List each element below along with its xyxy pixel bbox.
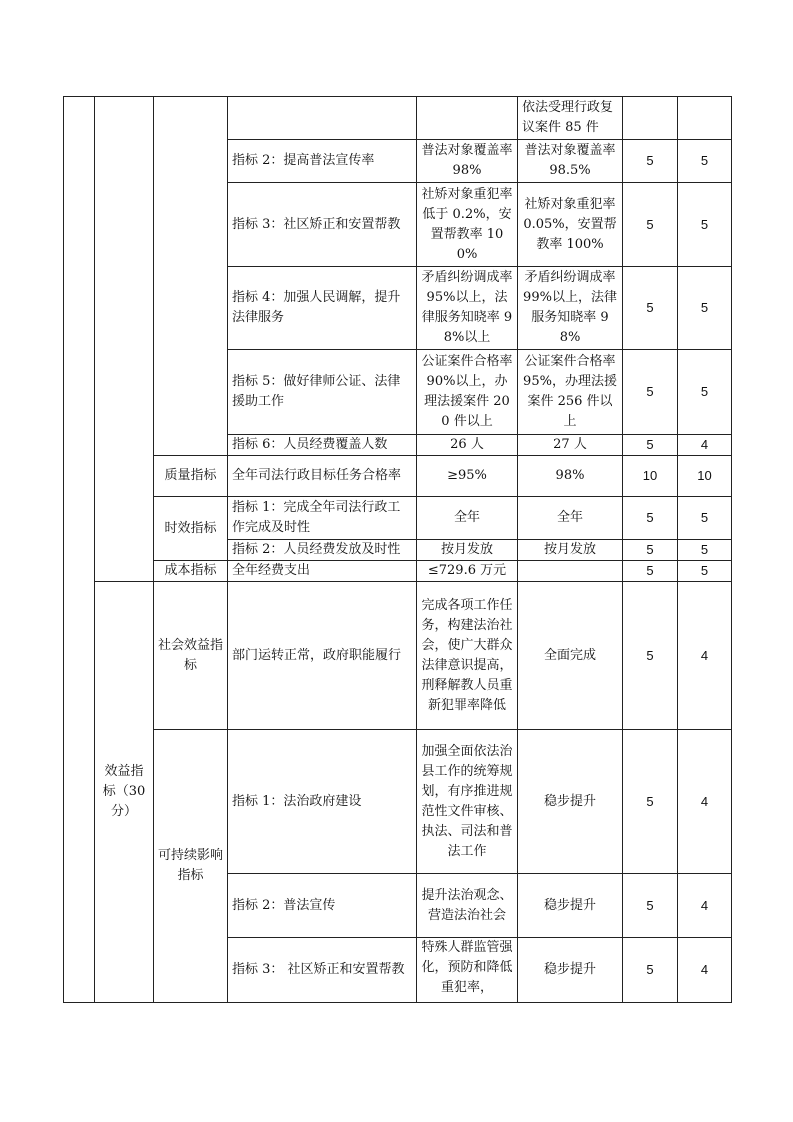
score-cell: 5: [678, 540, 732, 561]
weight-cell: 5: [623, 730, 678, 874]
indicator-cell: 指标 2：人员经费发放及时性: [228, 540, 417, 561]
table-row: [64, 497, 732, 540]
indicator-cell: 全年经费支出: [228, 561, 417, 582]
actual-cell: 按月发放: [518, 540, 623, 561]
actual-cell: 依法受理行政复议案件 85 件: [518, 97, 623, 140]
social-benefit-label: 社会效益指标: [154, 582, 228, 730]
sustainable-impact-label: 可持续影响指标: [154, 730, 228, 1003]
score-cell: 10: [678, 456, 732, 497]
weight-cell: 5: [623, 561, 678, 582]
indicator-cell: 指标 2：提高普法宣传率: [228, 140, 417, 183]
indicator-cell: 指标 4：加强人民调解，提升法律服务: [228, 267, 417, 350]
target-cell: 按月发放: [417, 540, 518, 561]
level3-category-cell: [154, 97, 228, 456]
target-cell: 加强全面依法治县工作的统筹规划，有序推进规范性文件审核、执法、司法和普法工作: [417, 730, 518, 874]
indicator-cell: 指标 5：做好律师公证、法律援助工作: [228, 350, 417, 435]
target-cell: ≥95%: [417, 456, 518, 497]
score-cell: 5: [678, 561, 732, 582]
actual-cell: 全年: [518, 497, 623, 540]
actual-cell: 27 人: [518, 435, 623, 456]
target-cell: 社矫对象重犯率低于 0.2%，安置帮教率 100%: [417, 183, 518, 267]
target-cell: 特殊人群监管强化，预防和降低重犯率，: [417, 938, 518, 1003]
target-cell: 完成各项工作任务，构建法治社会，使广大群众法律意识提高，刑释解教人员重新犯罪率降低: [417, 582, 518, 730]
weight-cell: 5: [623, 183, 678, 267]
score-cell: 4: [678, 938, 732, 1003]
indicator-cell: 指标 1：法治政府建设: [228, 730, 417, 874]
indicator-cell: [228, 97, 417, 140]
level2-category-cell: [95, 97, 154, 582]
weight-cell: 5: [623, 874, 678, 938]
actual-cell: 社矫对象重犯率 0.05%，安置帮教率 100%: [518, 183, 623, 267]
weight-cell: 5: [623, 497, 678, 540]
actual-cell: 98%: [518, 456, 623, 497]
target-cell: 提升法治观念、营造法治社会: [417, 874, 518, 938]
indicator-cell: 部门运转正常，政府职能履行: [228, 582, 417, 730]
weight-cell: 5: [623, 267, 678, 350]
weight-cell: 5: [623, 350, 678, 435]
actual-cell: 稳步提升: [518, 730, 623, 874]
score-cell: 4: [678, 582, 732, 730]
table-row: [64, 730, 732, 874]
target-cell: 全年: [417, 497, 518, 540]
actual-cell: 全面完成: [518, 582, 623, 730]
actual-cell: [518, 561, 623, 582]
weight-cell: 5: [623, 938, 678, 1003]
weight-cell: 5: [623, 582, 678, 730]
actual-cell: 普法对象覆盖率 98.5%: [518, 140, 623, 183]
timeliness-indicator-label: 时效指标: [154, 497, 228, 561]
score-cell: 5: [678, 267, 732, 350]
actual-cell: 稳步提升: [518, 938, 623, 1003]
target-cell: 矛盾纠纷调成率 95%以上，法律服务知晓率 98%以上: [417, 267, 518, 350]
table-row: [64, 456, 732, 497]
indicator-cell: 指标 1：完成全年司法行政工作完成及时性: [228, 497, 417, 540]
target-cell: 普法对象覆盖率 98%: [417, 140, 518, 183]
weight-cell: 5: [623, 540, 678, 561]
quality-indicator-label: 质量指标: [154, 456, 228, 497]
target-cell: [417, 97, 518, 140]
target-cell: 公证案件合格率 90%以上，办理法援案件 200 件以上: [417, 350, 518, 435]
indicator-cell: 指标 2：普法宣传: [228, 874, 417, 938]
weight-cell: 5: [623, 140, 678, 183]
indicator-cell: 全年司法行政目标任务合格率: [228, 456, 417, 497]
actual-cell: 稳步提升: [518, 874, 623, 938]
indicator-cell: 指标 6：人员经费覆盖人数: [228, 435, 417, 456]
indicator-cell: 指标 3：社区矫正和安置帮教: [228, 183, 417, 267]
score-cell: 5: [678, 183, 732, 267]
actual-cell: 矛盾纠纷调成率 99%以上，法律服务知晓率 98%: [518, 267, 623, 350]
score-cell: 5: [678, 497, 732, 540]
cost-indicator-label: 成本指标: [154, 561, 228, 582]
actual-cell: 公证案件合格率 95%，办理法援案件 256 件以上: [518, 350, 623, 435]
weight-cell: 5: [623, 435, 678, 456]
score-cell: [678, 97, 732, 140]
score-cell: 5: [678, 140, 732, 183]
score-cell: 4: [678, 730, 732, 874]
weight-cell: 10: [623, 456, 678, 497]
benefit-indicator-label: 效益指标（30分）: [95, 582, 154, 1003]
weight-cell: [623, 97, 678, 140]
table-row: [64, 97, 732, 140]
target-cell: ≤729.6 万元: [417, 561, 518, 582]
score-cell: 4: [678, 874, 732, 938]
indicator-cell: 指标 3： 社区矫正和安置帮教: [228, 938, 417, 1003]
score-cell: 5: [678, 350, 732, 435]
level1-category-cell: [64, 97, 95, 1003]
table-row: [64, 561, 732, 582]
target-cell: 26 人: [417, 435, 518, 456]
table-row: [64, 582, 732, 730]
performance-table: [63, 96, 732, 1003]
score-cell: 4: [678, 435, 732, 456]
